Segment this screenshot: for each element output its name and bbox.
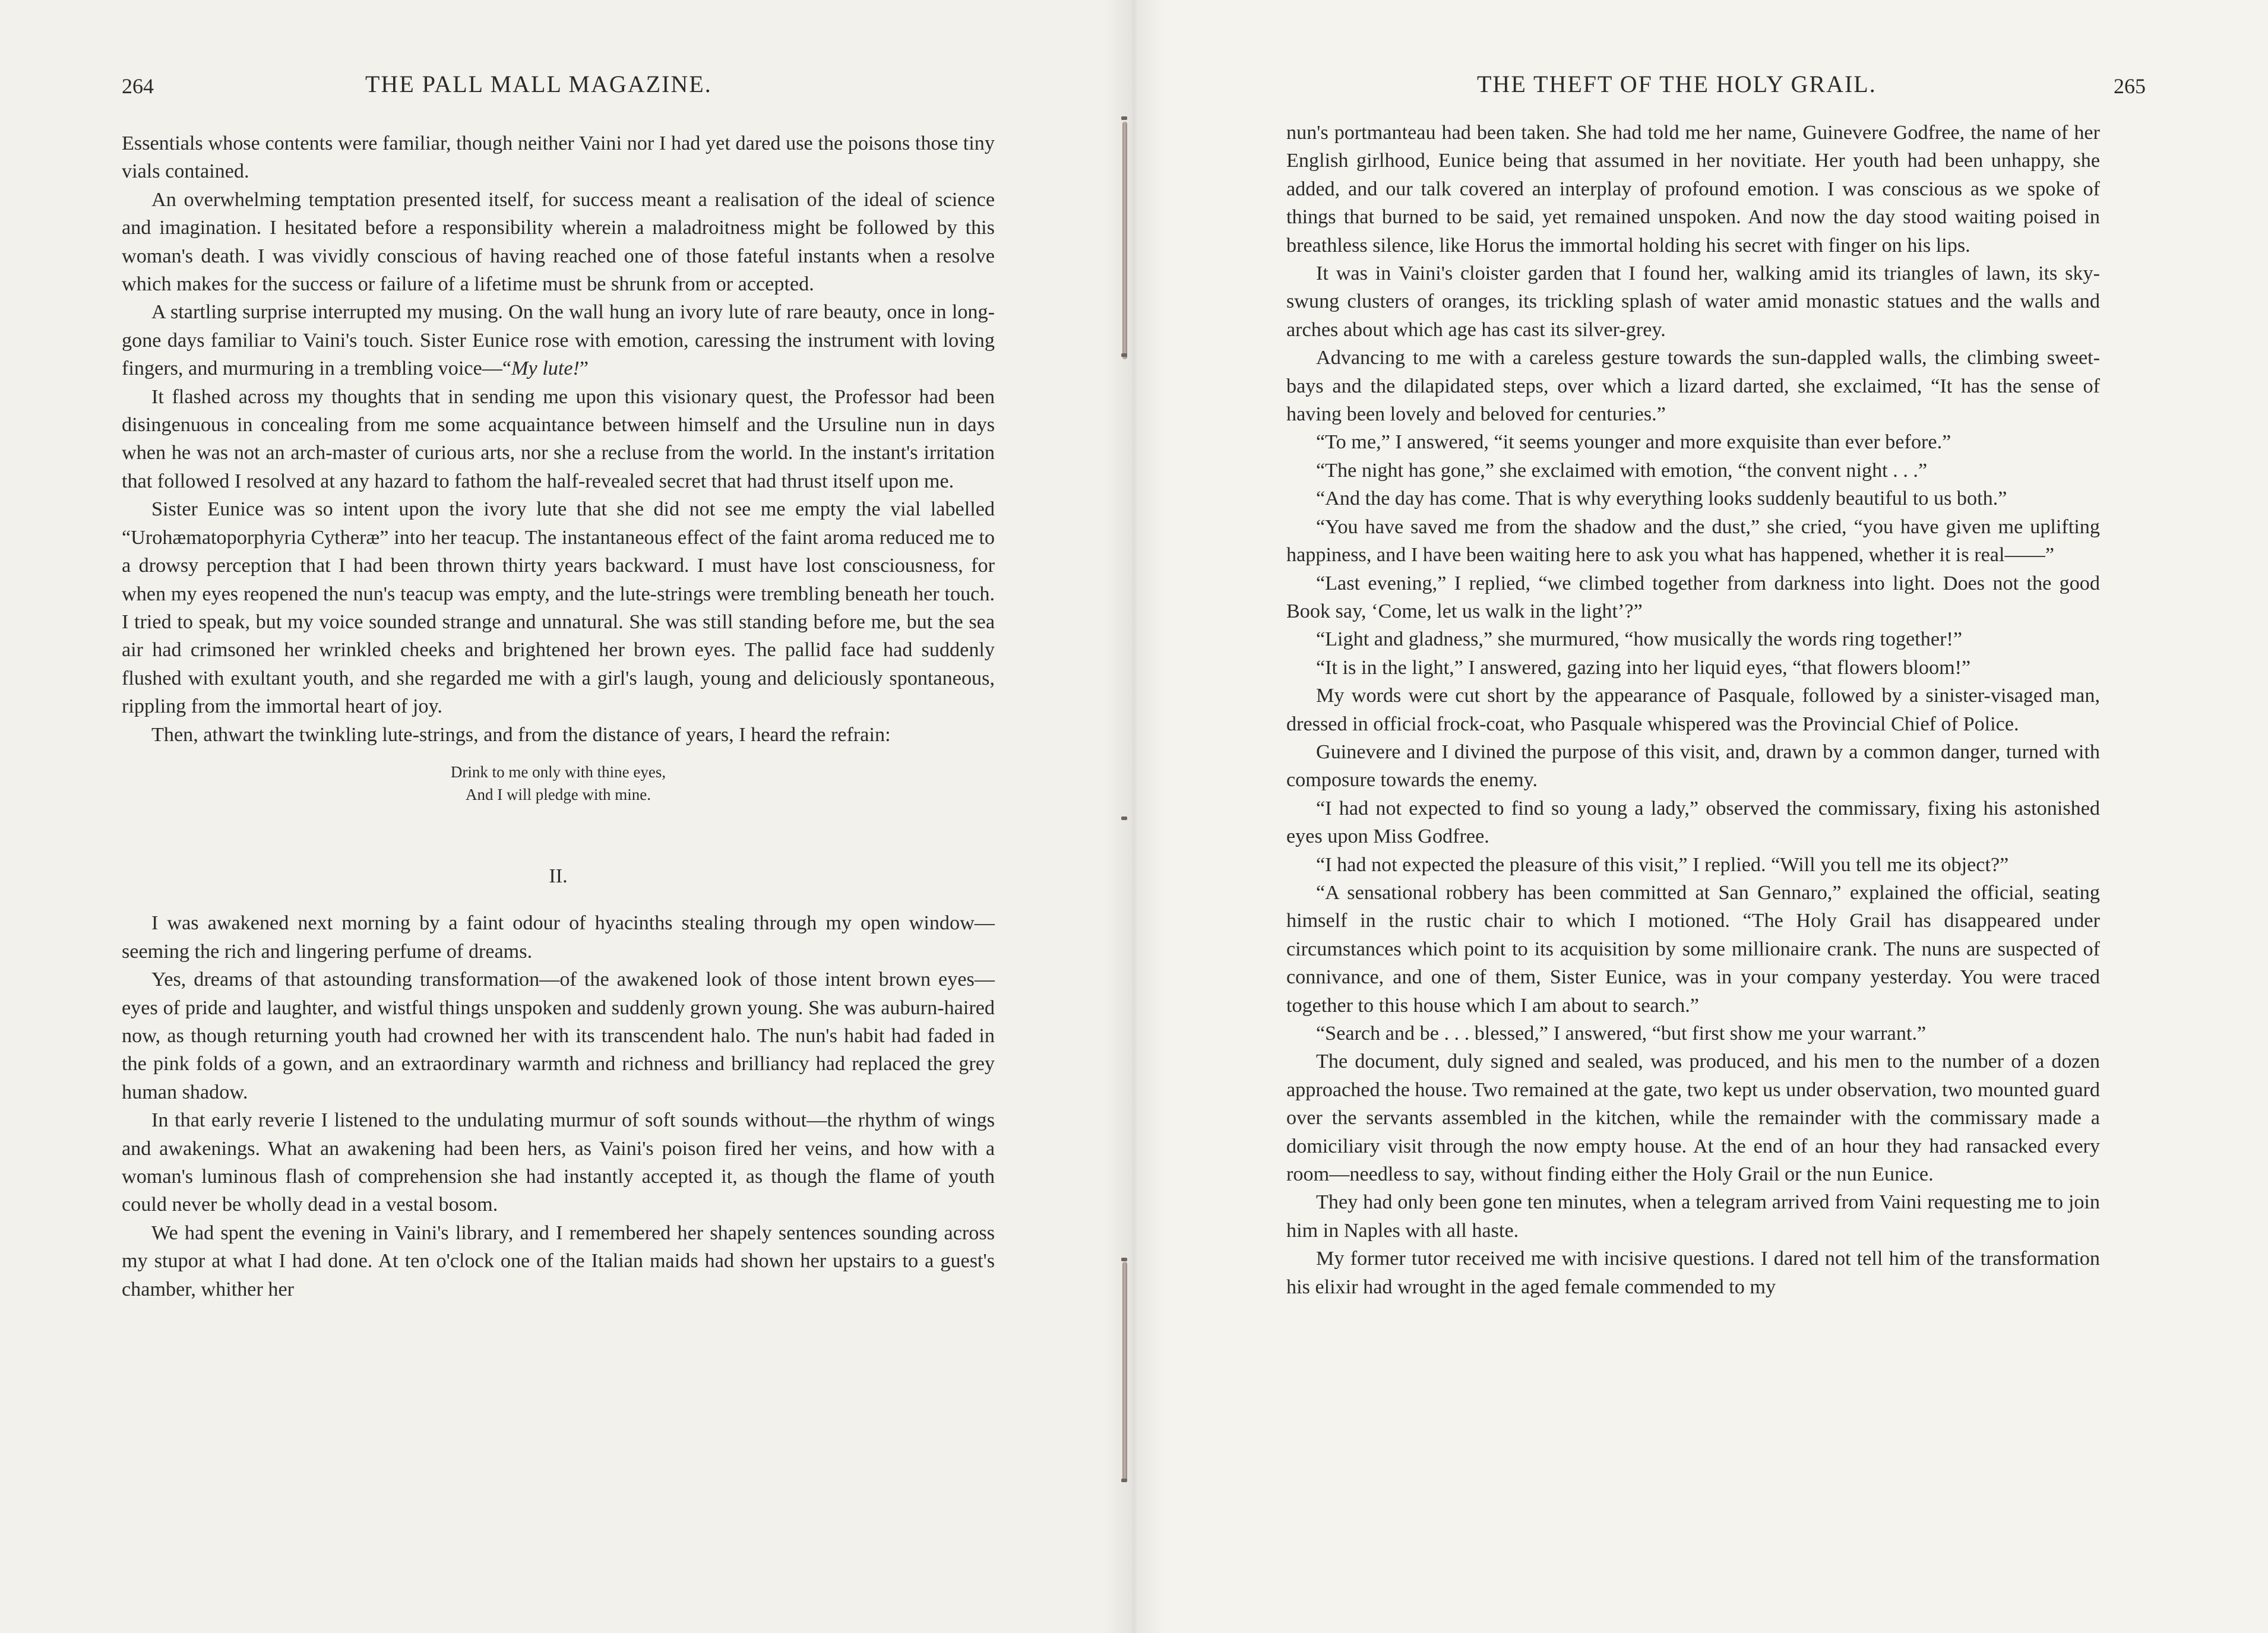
paragraph (122, 966, 995, 1106)
paragraph-text: A startling surprise interrupted my musing. On the wall hung an ivory lute of rare beauty, once in long-gone days familiar to Vaini's touch. Sister Eunice rose with emotion, caressing the instrument with loving fingers, and murmuring in a trembling voice—“ (122, 301, 995, 380)
verse (122, 761, 995, 806)
paragraph (1286, 428, 2100, 456)
left-text-column (122, 129, 995, 1303)
binding-stitch (1121, 816, 1127, 820)
paragraph-text: My words were cut short by the appearance of Pasquale, followed by a sinister-visaged man, dressed in official frock-coat, who Pasquale whispered was the Provincial Chief of Police. (1286, 685, 2100, 735)
paragraph (122, 495, 995, 720)
paragraph-text: My former tutor received me with incisive questions. I dared not tell him of the transformation his elixir had wrought in the aged female commended to my (1286, 1248, 2100, 1298)
paragraph-text: It flashed across my thoughts that in sending me upon this visionary quest, the Professor had been disingenuous in concealing from me some acquaintance between himself and the Ursuline nun in days when he was not an arch-master of curious arts, nor she a recluse from the world. In the instant's irritation that followed I resolved at any hazard to fathom the half-revealed secret that had thrust itself upon me. (122, 385, 995, 492)
binding-stitch (1121, 116, 1127, 120)
paragraph (122, 383, 995, 496)
paragraph-text: nun's portmanteau had been taken. She had told me her name, Guinevere Godfree, the name of her English girlhood, Eunice being that assumed in her novitiate. Her youth had been unhappy, she added, and our talk covered an interplay of profound emotion. I was conscious as we spoke of things that burned to be said, yet remained unspoken. And now the day stood waiting poised in breathless silence, like Horus the immortal holding his secret with finger on his lips. (1286, 122, 2100, 257)
paragraph-text: The document, duly signed and sealed, was produced, and his men to the number of a dozen approached the house. Two remained at the gate, two kept us under observation, two mounted guard over the servants assembled in the kitchen, while the remainder with the commissary made a domiciliary visit through the now empty house. At the end of an hour they had ransacked every room—needless to say, without finding either the Holy Grail or the nun Eunice. (1286, 1050, 2100, 1186)
paragraph (1286, 1047, 2100, 1188)
paragraph-text: They had only been gone ten minutes, when a telegram arrived from Vaini requesting me to join him in Naples with all haste. (1286, 1191, 2100, 1242)
paragraph-group (1286, 119, 2100, 1301)
paragraph (1286, 485, 2100, 512)
page-number: 265 (2114, 74, 2146, 98)
paragraph (122, 1219, 995, 1303)
verse-line: And I will pledge with mine. (466, 785, 651, 803)
section-number: II. (549, 865, 568, 887)
binding-stitch (1121, 1479, 1127, 1482)
right-text-column (1286, 119, 2100, 1301)
paragraph-text: Advancing to me with a careless gesture towards the sun-dappled walls, the climbing sweet-bays and the dilapidated steps, over which a lizard darted, she exclaimed, “It has the sense of having been lovely and beloved for centuries.” (1286, 347, 2100, 426)
paragraph (122, 1106, 995, 1219)
page-number: 264 (122, 74, 154, 98)
verse-line: Drink to me only with thine eyes, (450, 762, 666, 781)
binding-stitch (1121, 353, 1127, 357)
paragraph (1286, 625, 2100, 653)
paragraph-text: “Light and gladness,” she murmured, “how musically the words ring together!” (1316, 628, 1963, 651)
paragraph-text: “I had not expected to find so young a lady,” observed the commissary, fixing his astonished eyes upon Miss Godfree. (1286, 797, 2100, 848)
binding-gutter (1105, 0, 1164, 1633)
paragraph (1286, 1188, 2100, 1245)
paragraph-text: Guinevere and I divined the purpose of this visit, and, drawn by a common danger, turned with composure towards the enemy. (1286, 740, 2100, 792)
paragraph (1286, 879, 2100, 1020)
paragraph-text: I was awakened next morning by a faint odour of hyacinths stealing through my open window—seeming the rich and lingering perfume of dreams. (122, 912, 995, 963)
paragraph (1286, 457, 2100, 485)
paragraph-text: “I had not expected the pleasure of this visit,” I replied. “Will you tell me its object?” (1316, 853, 2009, 876)
paragraph (122, 129, 995, 186)
paragraph (1286, 738, 2100, 795)
right-page (1134, 0, 2268, 1633)
paragraph-text: Sister Eunice was so intent upon the ivory lute that she did not see me empty the vial labelled “Urohæmatoporphyria Cytheræ” into her teacup. The instantaneous effect of the faint aroma reduced me to a drowsy perception that I had been thrown thirty years backward. I must have lost consciousness, for when my eyes reopened the nun's teacup was empty, and the lute-strings were trembling beneath her touch. I tried to speak, but my voice sounded strange and unnatural. She was still standing before me, but the sea air had crimsoned her wrinkled cheeks and brightened her brown eyes. The pallid face had suddenly flushed with exultant youth, and she regarded me with a girl's laugh, young and deliciously spontaneous, rippling from the immortal heart of joy. (122, 498, 995, 718)
binding-thread (1122, 1262, 1127, 1482)
paragraph-text: “Last evening,” I replied, “we climbed together from darkness into light. Does not the good Book say, ‘Come, let us walk in the light’?” (1286, 572, 2100, 622)
italic-text: My lute! (511, 357, 580, 380)
paragraph-text: “Search and be . . . blessed,” I answered, “but first show me your warrant.” (1316, 1023, 1927, 1045)
paragraph-group-after (122, 909, 995, 1303)
running-head: THE PALL MALL MAGAZINE. (365, 71, 712, 97)
paragraph-text: “A sensational robbery has been committed at San Gennaro,” explained the official, seating himself in the rustic chair to which I motioned. “The Holy Grail has disappeared under circumstances which point to its acquisition by some millionaire crank. The nuns are suspected of connivance, and one of them, Sister Eunice, was in your company yesterday. You were traced together to this house which I am about to search.” (1286, 881, 2100, 1017)
paragraph-text: “You have saved me from the shadow and the dust,” she cried, “you have given me uplifting happiness, and I have been waiting here to ask you what has happened, whether it is real——” (1286, 515, 2100, 567)
paragraph (122, 909, 995, 966)
paragraph (122, 186, 995, 299)
paragraph-text: “It is in the light,” I answered, gazing into her liquid eyes, “that flowers bloom!” (1316, 656, 1971, 679)
binding-stitch (1121, 1258, 1127, 1261)
paragraph-text-tail: ” (579, 357, 589, 380)
paragraph-text: Essentials whose contents were familiar, though neither Vaini nor I had yet dared use the poisons those tiny vials contained. (122, 132, 995, 183)
running-head: THE THEFT OF THE HOLY GRAIL. (1477, 71, 1877, 97)
paragraph (1286, 682, 2100, 738)
paragraph-text: In that early reverie I listened to the undulating murmur of soft sounds without—the rhythm of wings and awakenings. What an awakening had been hers, as Vaini's poison fired her veins, and how with a woman's luminous flash of comprehension she had instantly accepted it, as though the flame of youth could never be wholly dead in a vestal bosom. (122, 1109, 995, 1216)
paragraph-text: “And the day has come. That is why everything looks suddenly beautiful to us both.” (1316, 488, 2007, 510)
paragraph (1286, 654, 2100, 682)
paragraph (1286, 344, 2100, 428)
binding-thread (1122, 122, 1127, 359)
paragraph-text: “The night has gone,” she exclaimed with emotion, “the convent night . . .” (1316, 459, 1928, 482)
paragraph (1286, 851, 2100, 879)
paragraph (1286, 513, 2100, 569)
paragraph (122, 721, 995, 749)
paragraph (1286, 1020, 2100, 1047)
paragraph (1286, 1245, 2100, 1301)
paragraph (1286, 569, 2100, 626)
paragraph-text: We had spent the evening in Vaini's library, and I remembered her shapely sentences sounding across my stupor at what I had done. At ten o'clock one of the Italian maids had shown her upstairs to a guest's chamber, whither her (122, 1221, 995, 1300)
paragraph-text: Yes, dreams of that astounding transformation—of the awakened look of those intent brown eyes—eyes of pride and laughter, and wistful things unspoken and suddenly grown young. She was auburn-haired now, as though returning youth had crowned her with its transcendent halo. The nun's habit had faded in the pink folds of a gown, and an extraordinary warmth and richness and brilliancy had replaced the grey human shadow. (122, 969, 995, 1103)
paragraph-text: Then, athwart the twinkling lute-strings, and from the distance of years, I heard the refrain: (151, 723, 891, 746)
paragraph (1286, 795, 2100, 851)
paragraph-group-before (122, 129, 995, 749)
paragraph-text: It was in Vaini's cloister garden that I found her, walking amid its triangles of lawn, its sky-swung clusters of oranges, its trickling splash of water amid monastic statues and the walls and arches about which age has cast its silver-grey. (1286, 262, 2100, 341)
paragraph-text: An overwhelming temptation presented itself, for success meant a realisation of the ideal of science and imagination. I hesitated before a responsibility wherein a maladroitness might be followed by this woman's death. I was vividly conscious of having reached one of those fateful instants when a resolve which makes for the success or failure of a lifetime must be shrunk from or accepted. (122, 188, 995, 296)
paragraph (1286, 259, 2100, 344)
paragraph (1286, 119, 2100, 259)
paragraph (122, 298, 995, 382)
paragraph-text: “To me,” I answered, “it seems younger and more exquisite than ever before.” (1316, 431, 1951, 454)
